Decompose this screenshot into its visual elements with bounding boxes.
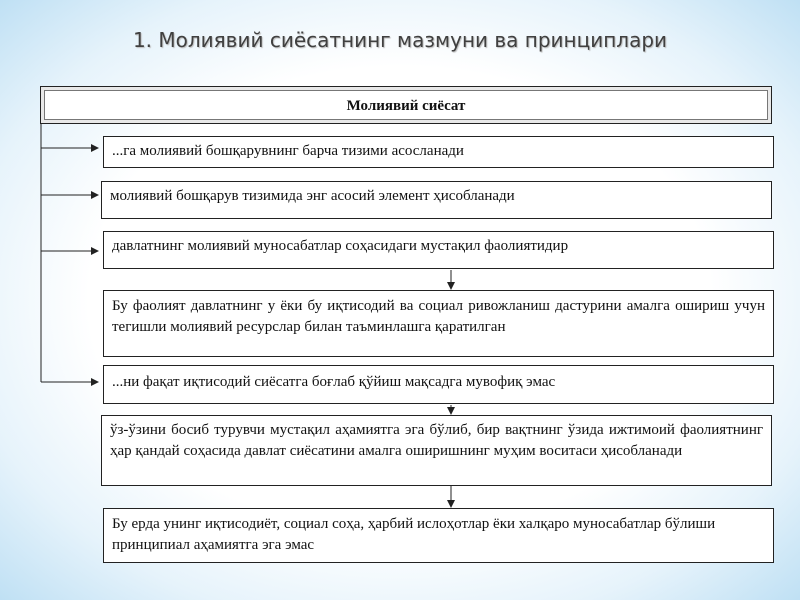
diagram-header-box: Молиявий сиёсат <box>40 86 772 124</box>
diagram-box-4: Бу фаолият давлатнинг у ёки бу иқтисодий ва социал ривожланиш дастурини амалга ошириш учун тегишли молиявий ресурслар билан таъминлашга қаратилган <box>103 290 774 357</box>
slide-title: 1. Молиявий сиёсатнинг мазмуни ва принциплари <box>132 28 668 52</box>
diagram-box-5: ...ни фақат иқтисодий сиёсатга боғлаб қўйиш мақсадга мувофиқ эмас <box>103 365 774 404</box>
diagram-box-7: Бу ерда унинг иқтисодиёт, социал соҳа, ҳарбий ислоҳотлар ёки халқаро муносабатлар бўлиши принципиал аҳамиятга эга эмас <box>103 508 774 563</box>
diagram-box-6: ўз-ўзини босиб турувчи мустақил аҳамиятга эга бўлиб, бир вақтнинг ўзида ижтимоий фаолиятнинг ҳар қандай соҳасида давлат сиёсатини амалга оширишнинг муҳим воситаси ҳисобланади <box>101 415 772 486</box>
diagram-box-3: давлатнинг молиявий муносабатлар соҳасидаги мустақил фаолиятидир <box>103 231 774 269</box>
diagram-box-2: молиявий бошқарув тизимида энг асосий элемент ҳисобланади <box>101 181 772 219</box>
diagram-box-1: ...га молиявий бошқарувнинг барча тизими асосланади <box>103 136 774 168</box>
